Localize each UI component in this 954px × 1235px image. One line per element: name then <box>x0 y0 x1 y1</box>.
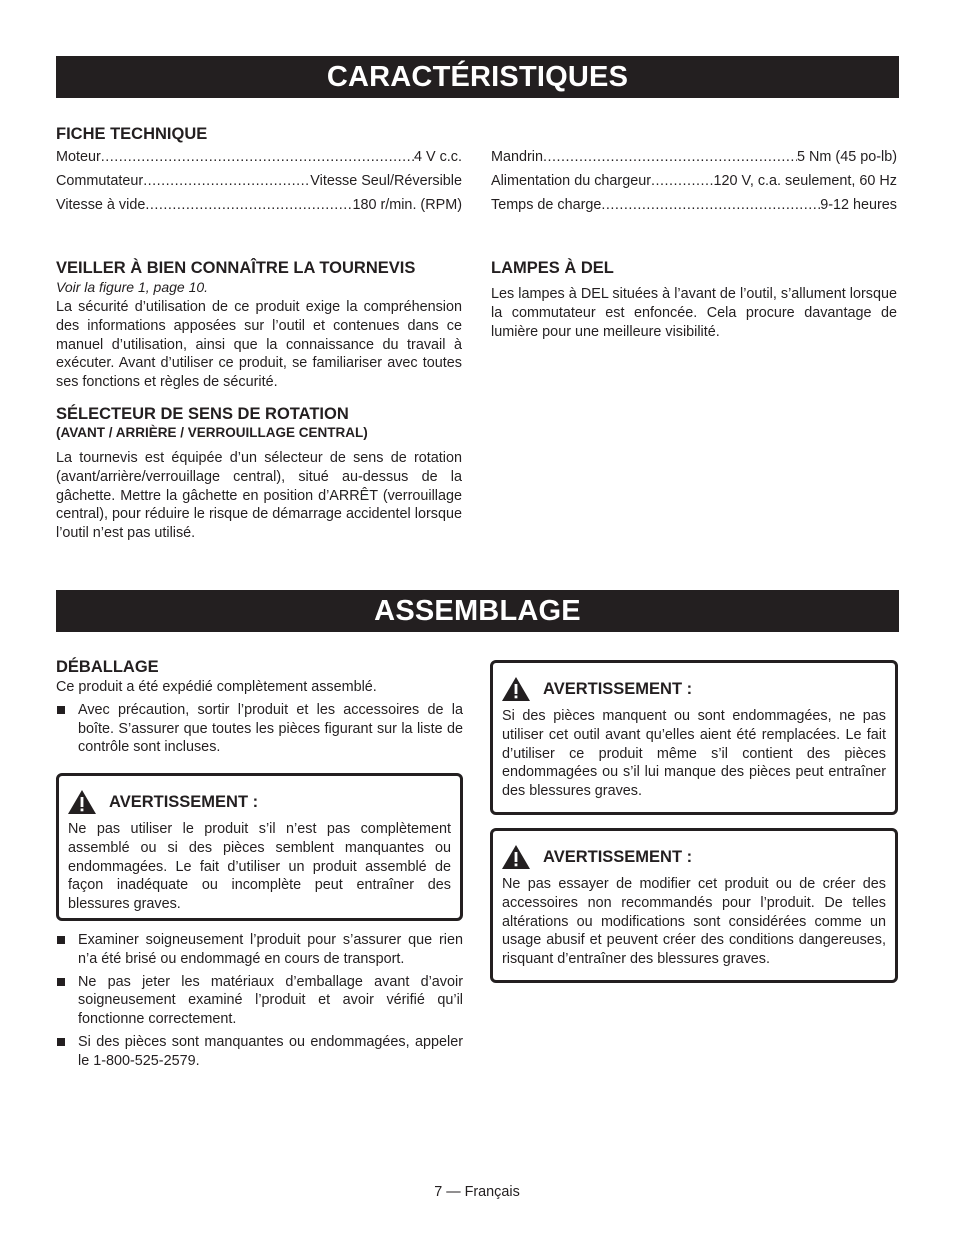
warning-triangle-icon <box>501 844 531 870</box>
spec-label: Moteur <box>56 149 101 165</box>
spec-value: 180 r/min. (RPM) <box>352 197 462 213</box>
selecteur-title: SÉLECTEUR DE SENS DE ROTATION <box>56 404 349 423</box>
bullet-square-icon <box>57 936 65 944</box>
warning-box-3 <box>490 828 898 983</box>
warning-text: Si des pièces manquent ou sont endommagées, ne pas utiliser cet outil avant qu’elles aient été remplacées. Le fait d’utiliser ce produit même s’il contient des pièces endommagées ou s’il lui manque des pièces peut entraîner des blessures graves. <box>502 708 886 800</box>
warning-header <box>493 831 895 871</box>
veiller-title: VEILLER À BIEN CONNAÎTRE LA TOURNEVIS <box>56 259 416 277</box>
bullet-square-icon <box>57 706 65 714</box>
section-banner-assemblage: ASSEMBLAGE <box>56 590 899 632</box>
spec-row <box>491 145 897 169</box>
lampes-title: LAMPES À DEL <box>491 259 614 277</box>
page-footer: 7 — Français <box>434 1184 520 1200</box>
spec-label: Alimentation du chargeur <box>491 173 651 189</box>
spec-value: Vitesse Seul/Réversible <box>310 173 462 189</box>
warning-box-2 <box>490 660 898 815</box>
spec-value: 9-12 heures <box>820 197 897 213</box>
right-column-text <box>491 258 897 341</box>
selecteur-text: La tournevis est équipée d’un sélecteur de sens de rotation (avant/arrière/verrouillage central), situé au-dessus de la gâchette. Mettre la gâchette en position d’ARRÊT (verrouillage central), pour réduire le risque de démarrage accidentel lorsque l’outil n’est pas utilisé. <box>56 449 462 542</box>
spec-row <box>56 193 462 217</box>
spec-leader <box>101 145 414 169</box>
veiller-text: La sécurité d’utilisation de ce produit exige la compréhension des informations apposées sur l’outil et contenues dans ce manuel d’utilisation, ainsi que la connaissance du travail à exécuter. Avant d’utiliser ce produit, se familiariser avec toutes ses fonctions et règles de sécurité. <box>56 299 462 391</box>
spec-label: Temps de charge <box>491 197 602 213</box>
warning-triangle-icon <box>501 676 531 702</box>
deballage-title: DÉBALLAGE <box>56 658 159 676</box>
bullet-square-icon <box>57 978 65 986</box>
deballage-list-2 <box>56 931 463 1071</box>
list-item <box>56 973 463 1029</box>
selecteur-subtitle: (AVANT / ARRIÈRE / VERROUILLAGE CENTRAL) <box>56 424 368 440</box>
spec-value: 120 V, c.a. seulement, 60 Hz <box>713 173 897 189</box>
fiche-technique-title: FICHE TECHNIQUE <box>56 125 208 143</box>
spec-leader <box>651 169 714 193</box>
spec-row <box>56 145 462 169</box>
warning-label: AVERTISSEMENT : <box>109 792 259 811</box>
deballage-list-2-wrapper <box>56 931 463 1075</box>
list-item <box>56 931 463 969</box>
bullet-square-icon <box>57 1038 65 1046</box>
list-item-text: Si des pièces sont manquantes ou endommagées, appeler le 1-800-525-2579. <box>78 1033 463 1069</box>
list-item-text: Ne pas jeter les matériaux d’emballage avant d’avoir soigneusement examiné l’produit et avoir vérifié qu’il fonctionne correctement. <box>78 973 463 1028</box>
spec-label: Vitesse à vide <box>56 197 146 213</box>
spec-row <box>491 169 897 193</box>
spec-value: 4 V c.c. <box>414 149 462 165</box>
spec-label: Commutateur <box>56 173 144 189</box>
deballage-intro: Ce produit a été expédié complètement assemblé. <box>56 679 377 695</box>
warning-header <box>59 776 460 816</box>
spec-leader <box>543 145 797 169</box>
warning-triangle-icon <box>67 789 97 815</box>
deballage-column <box>56 657 463 761</box>
left-column-text <box>56 258 462 543</box>
fiche-technique-right <box>491 145 897 217</box>
spec-leader <box>143 169 310 193</box>
spec-leader <box>145 193 352 217</box>
lampes-text: Les lampes à DEL situées à l’avant de l’outil, s’allument lorsque la commutateur est enfoncée. Cela procure davantage de lumière pour une meilleure visibilité. <box>491 286 897 340</box>
deballage-list-1 <box>56 701 463 757</box>
warning-header <box>493 663 895 703</box>
list-item-text: Examiner soigneusement l’produit pour s’assurer que rien n’a été brisé ou endommagé en cours de transport. <box>78 932 463 967</box>
warning-text: Ne pas essayer de modifier cet produit ou de créer des accessoires non recommandés pour l’produit. De telles altérations ou modifications sont considérées comme un usage abusif et peuvent créer des conditions dangereuses, risquant d’entraîner des blessures graves. <box>502 876 886 968</box>
spec-label: Mandrin <box>491 149 543 165</box>
fiche-technique-left <box>56 124 462 217</box>
section-banner-caracteristiques: CARACTÉRISTIQUES <box>56 56 899 98</box>
list-item <box>56 1033 463 1071</box>
warning-box-1 <box>56 773 463 921</box>
spec-row <box>56 169 462 193</box>
warning-label: AVERTISSEMENT : <box>543 679 693 698</box>
list-item-text: Avec précaution, sortir l’produit et les accessoires de la boîte. S’assurer que toutes les pièces figurant sur la liste de contrôle sont incluses. <box>78 701 463 756</box>
warning-text: Ne pas utiliser le produit s’il n’est pas complètement assemblé ou si des pièces semblent manquantes ou endommagées. Le fait d’utiliser un produit assemblé de façon inadéquate ou incomplète peut entraîner des blessures graves. <box>68 821 451 913</box>
warning-label: AVERTISSEMENT : <box>543 847 693 866</box>
veiller-figure-ref: Voir la figure 1, page 10. <box>56 279 209 295</box>
list-item <box>56 701 463 757</box>
spec-row <box>491 193 897 217</box>
spec-value: 5 Nm (45 po-lb) <box>797 149 897 165</box>
spec-leader <box>601 193 820 217</box>
